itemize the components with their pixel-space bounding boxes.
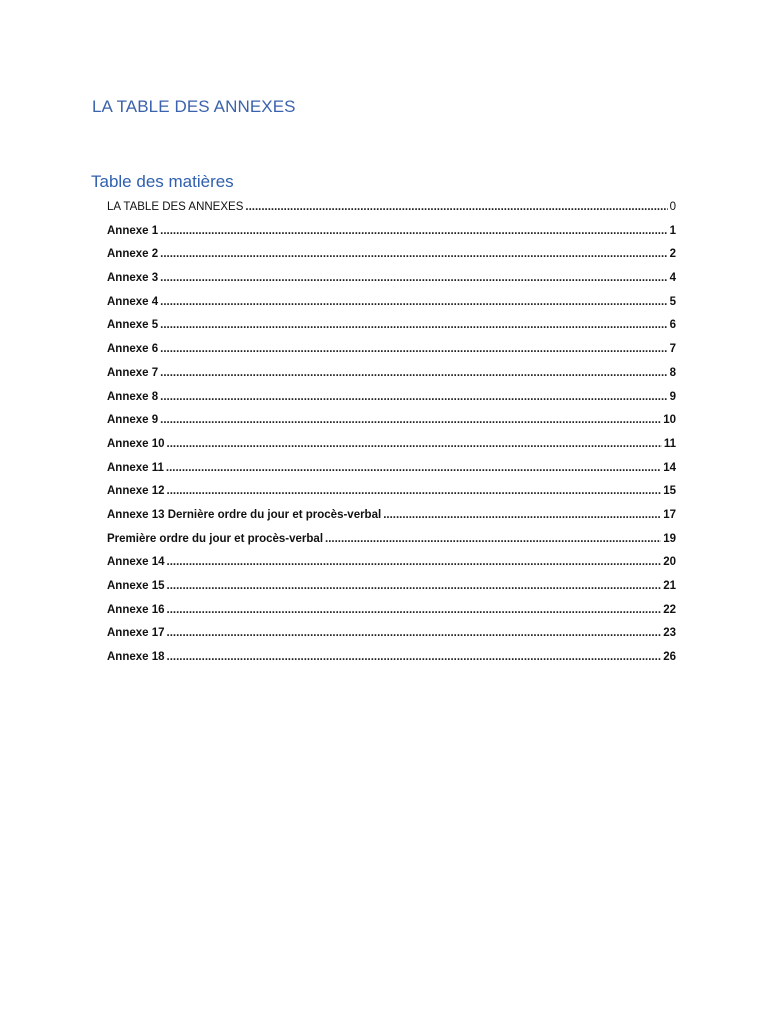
toc-entry[interactable]	[107, 225, 676, 249]
toc-entry-label: Annexe 15	[107, 580, 165, 592]
toc-entry-label: Annexe 13 Dernière ordre du jour et procès-verbal	[107, 508, 382, 521]
toc-entry[interactable]	[107, 556, 676, 580]
toc-entry[interactable]	[107, 367, 676, 391]
toc-dot-leader	[383, 509, 661, 521]
toc-dot-leader	[160, 367, 667, 379]
toc-dot-leader	[167, 556, 662, 568]
toc-entry[interactable]	[107, 201, 676, 225]
toc-dot-leader	[167, 485, 662, 497]
toc-entry-label: Annexe 4	[107, 295, 159, 308]
toc-entry-label: Annexe 14	[107, 556, 165, 569]
toc-entry-label: Annexe 9	[107, 414, 159, 427]
toc-entry[interactable]	[107, 485, 676, 509]
toc-entry-page: 2	[669, 248, 676, 261]
toc-dot-leader	[160, 248, 667, 260]
table-of-contents	[107, 201, 676, 675]
toc-entry-page: 22	[663, 603, 676, 616]
toc-entry-label: Annexe 2	[107, 248, 159, 261]
toc-dot-leader	[160, 414, 661, 426]
toc-entry[interactable]	[107, 651, 676, 675]
toc-entry-page: 6	[669, 319, 676, 332]
toc-entry[interactable]	[107, 462, 676, 486]
toc-entry-label: Annexe 5	[107, 319, 159, 332]
toc-entry-page: 11	[663, 437, 676, 450]
toc-entry[interactable]	[107, 248, 676, 272]
toc-entry-page: 19	[663, 532, 676, 545]
toc-entry-page: 7	[669, 343, 676, 356]
toc-entry-label: Annexe 11	[107, 461, 164, 474]
toc-dot-leader	[160, 343, 667, 355]
toc-entry-label: Annexe 3	[107, 272, 159, 285]
toc-dot-leader	[167, 580, 662, 592]
toc-entry-page: 26	[663, 651, 676, 664]
toc-entry-label: LA TABLE DES ANNEXES	[107, 201, 244, 213]
toc-entry-page: 23	[663, 627, 676, 640]
toc-entry[interactable]	[107, 343, 676, 367]
toc-entry[interactable]	[107, 627, 676, 651]
toc-dot-leader	[167, 651, 662, 663]
toc-entry-page: 15	[663, 485, 676, 498]
toc-entry-label: Annexe 7	[107, 366, 159, 379]
toc-entry-label: Première ordre du jour et procès-verbal	[107, 532, 324, 545]
toc-dot-leader	[167, 604, 662, 616]
toc-dot-leader	[160, 225, 667, 237]
toc-entry-page: 14	[663, 461, 676, 474]
toc-entry[interactable]	[107, 296, 676, 320]
toc-entry-label: Annexe 12	[107, 485, 165, 498]
toc-dot-leader	[245, 201, 667, 213]
toc-entry[interactable]	[107, 438, 676, 462]
toc-dot-leader	[325, 533, 661, 545]
toc-entry[interactable]	[107, 391, 676, 415]
toc-entry-page: 10	[663, 414, 676, 427]
toc-dot-leader	[167, 627, 662, 639]
toc-entry-label: Annexe 10	[107, 437, 165, 450]
toc-entry-label: Annexe 17	[107, 627, 165, 640]
toc-entry-page: 0	[669, 201, 676, 213]
toc-entry[interactable]	[107, 319, 676, 343]
toc-dot-leader	[160, 391, 667, 403]
toc-entry-page: 5	[669, 295, 676, 308]
toc-entry-label: Annexe 8	[107, 390, 159, 403]
toc-entry-page: 20	[663, 556, 676, 569]
toc-entry-page: 4	[669, 272, 676, 285]
toc-dot-leader	[160, 319, 667, 331]
toc-entry-label: Annexe 16	[107, 603, 165, 616]
toc-entry-label: Annexe 18	[107, 651, 165, 664]
toc-heading: Table des matières	[91, 172, 234, 191]
toc-dot-leader	[167, 438, 662, 450]
toc-entry-label: Annexe 6	[107, 343, 159, 356]
toc-entry[interactable]	[107, 509, 676, 533]
toc-entry[interactable]	[107, 533, 676, 557]
toc-entry-page: 21	[663, 580, 676, 592]
toc-dot-leader	[160, 272, 667, 284]
toc-entry[interactable]	[107, 414, 676, 438]
toc-dot-leader	[160, 296, 667, 308]
toc-entry-page: 9	[669, 390, 676, 403]
toc-entry-page: 8	[669, 366, 676, 379]
toc-entry[interactable]	[107, 580, 676, 604]
toc-entry-page: 17	[663, 508, 676, 521]
document-title: LA TABLE DES ANNEXES	[92, 97, 296, 116]
toc-entry[interactable]	[107, 604, 676, 628]
toc-entry-page: 1	[669, 224, 676, 237]
toc-entry-label: Annexe 1	[107, 224, 159, 237]
toc-entry[interactable]	[107, 272, 676, 296]
toc-dot-leader	[166, 462, 661, 474]
